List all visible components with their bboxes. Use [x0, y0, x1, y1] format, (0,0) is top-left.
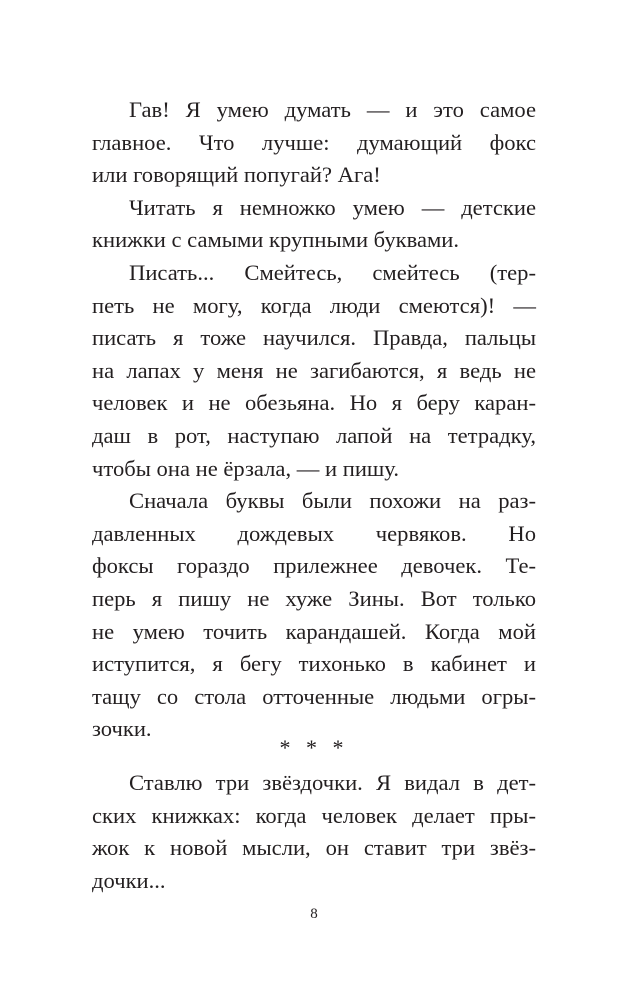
text-line: даш в рот, наступаю лапой на тетрадку, [92, 422, 536, 448]
text-line: Писать... Смейтесь, смейтесь (тер- [129, 259, 536, 285]
paragraph [92, 94, 536, 192]
paragraph [92, 257, 536, 485]
paragraph [92, 485, 536, 746]
text-line: Гав! Я умею думать — и это самое [129, 97, 536, 122]
text-line: давленных дождевых червяков. Но [92, 520, 536, 546]
text-line: петь не могу, когда люди смеются)! — [92, 292, 536, 318]
text-line: дочки... [92, 867, 166, 893]
body-text-after-divider [92, 767, 536, 897]
text-line: Ставлю три звёздочки. Я видал в дет- [129, 770, 536, 795]
text-line: чтобы она не ёрзала, — и пишу. [92, 455, 399, 481]
text-line: зочки. [92, 716, 152, 742]
text-line: перь я пишу не хуже Зины. Вот только [92, 585, 536, 611]
text-line: иступится, я бегу тихонько в кабинет и [92, 651, 536, 677]
text-line: фоксы гораздо прилежнее девочек. Те- [92, 553, 536, 579]
text-line: писать я тоже научился. Правда, пальцы [92, 325, 536, 351]
text-line: ских книжках: когда человек делает пры- [92, 802, 536, 828]
text-line: на лапах у меня не загибаются, я ведь не [92, 357, 536, 383]
body-text [92, 94, 536, 746]
text-line: жок к новой мысли, он ставит три звёз- [92, 835, 536, 861]
text-line: тащу со стола отточенные людьми огры- [92, 683, 536, 709]
text-line: Читать я немножко умею — детские [129, 194, 536, 220]
section-divider: * * * [279, 735, 349, 760]
text-line: человек и не обезьяна. Но я беру каран- [92, 390, 536, 416]
text-line: Сначала буквы были похожи на раз- [129, 488, 536, 514]
paragraph [92, 192, 536, 257]
paragraph [92, 767, 536, 897]
text-line: не умею точить карандашей. Когда мой [92, 618, 536, 644]
text-line: книжки с самыми крупными буквами. [92, 227, 460, 253]
page-number: 8 [310, 906, 318, 922]
text-line: или говорящий попугай? Ага! [92, 162, 381, 188]
text-line: главное. Что лучше: думающий фокс [92, 129, 536, 155]
